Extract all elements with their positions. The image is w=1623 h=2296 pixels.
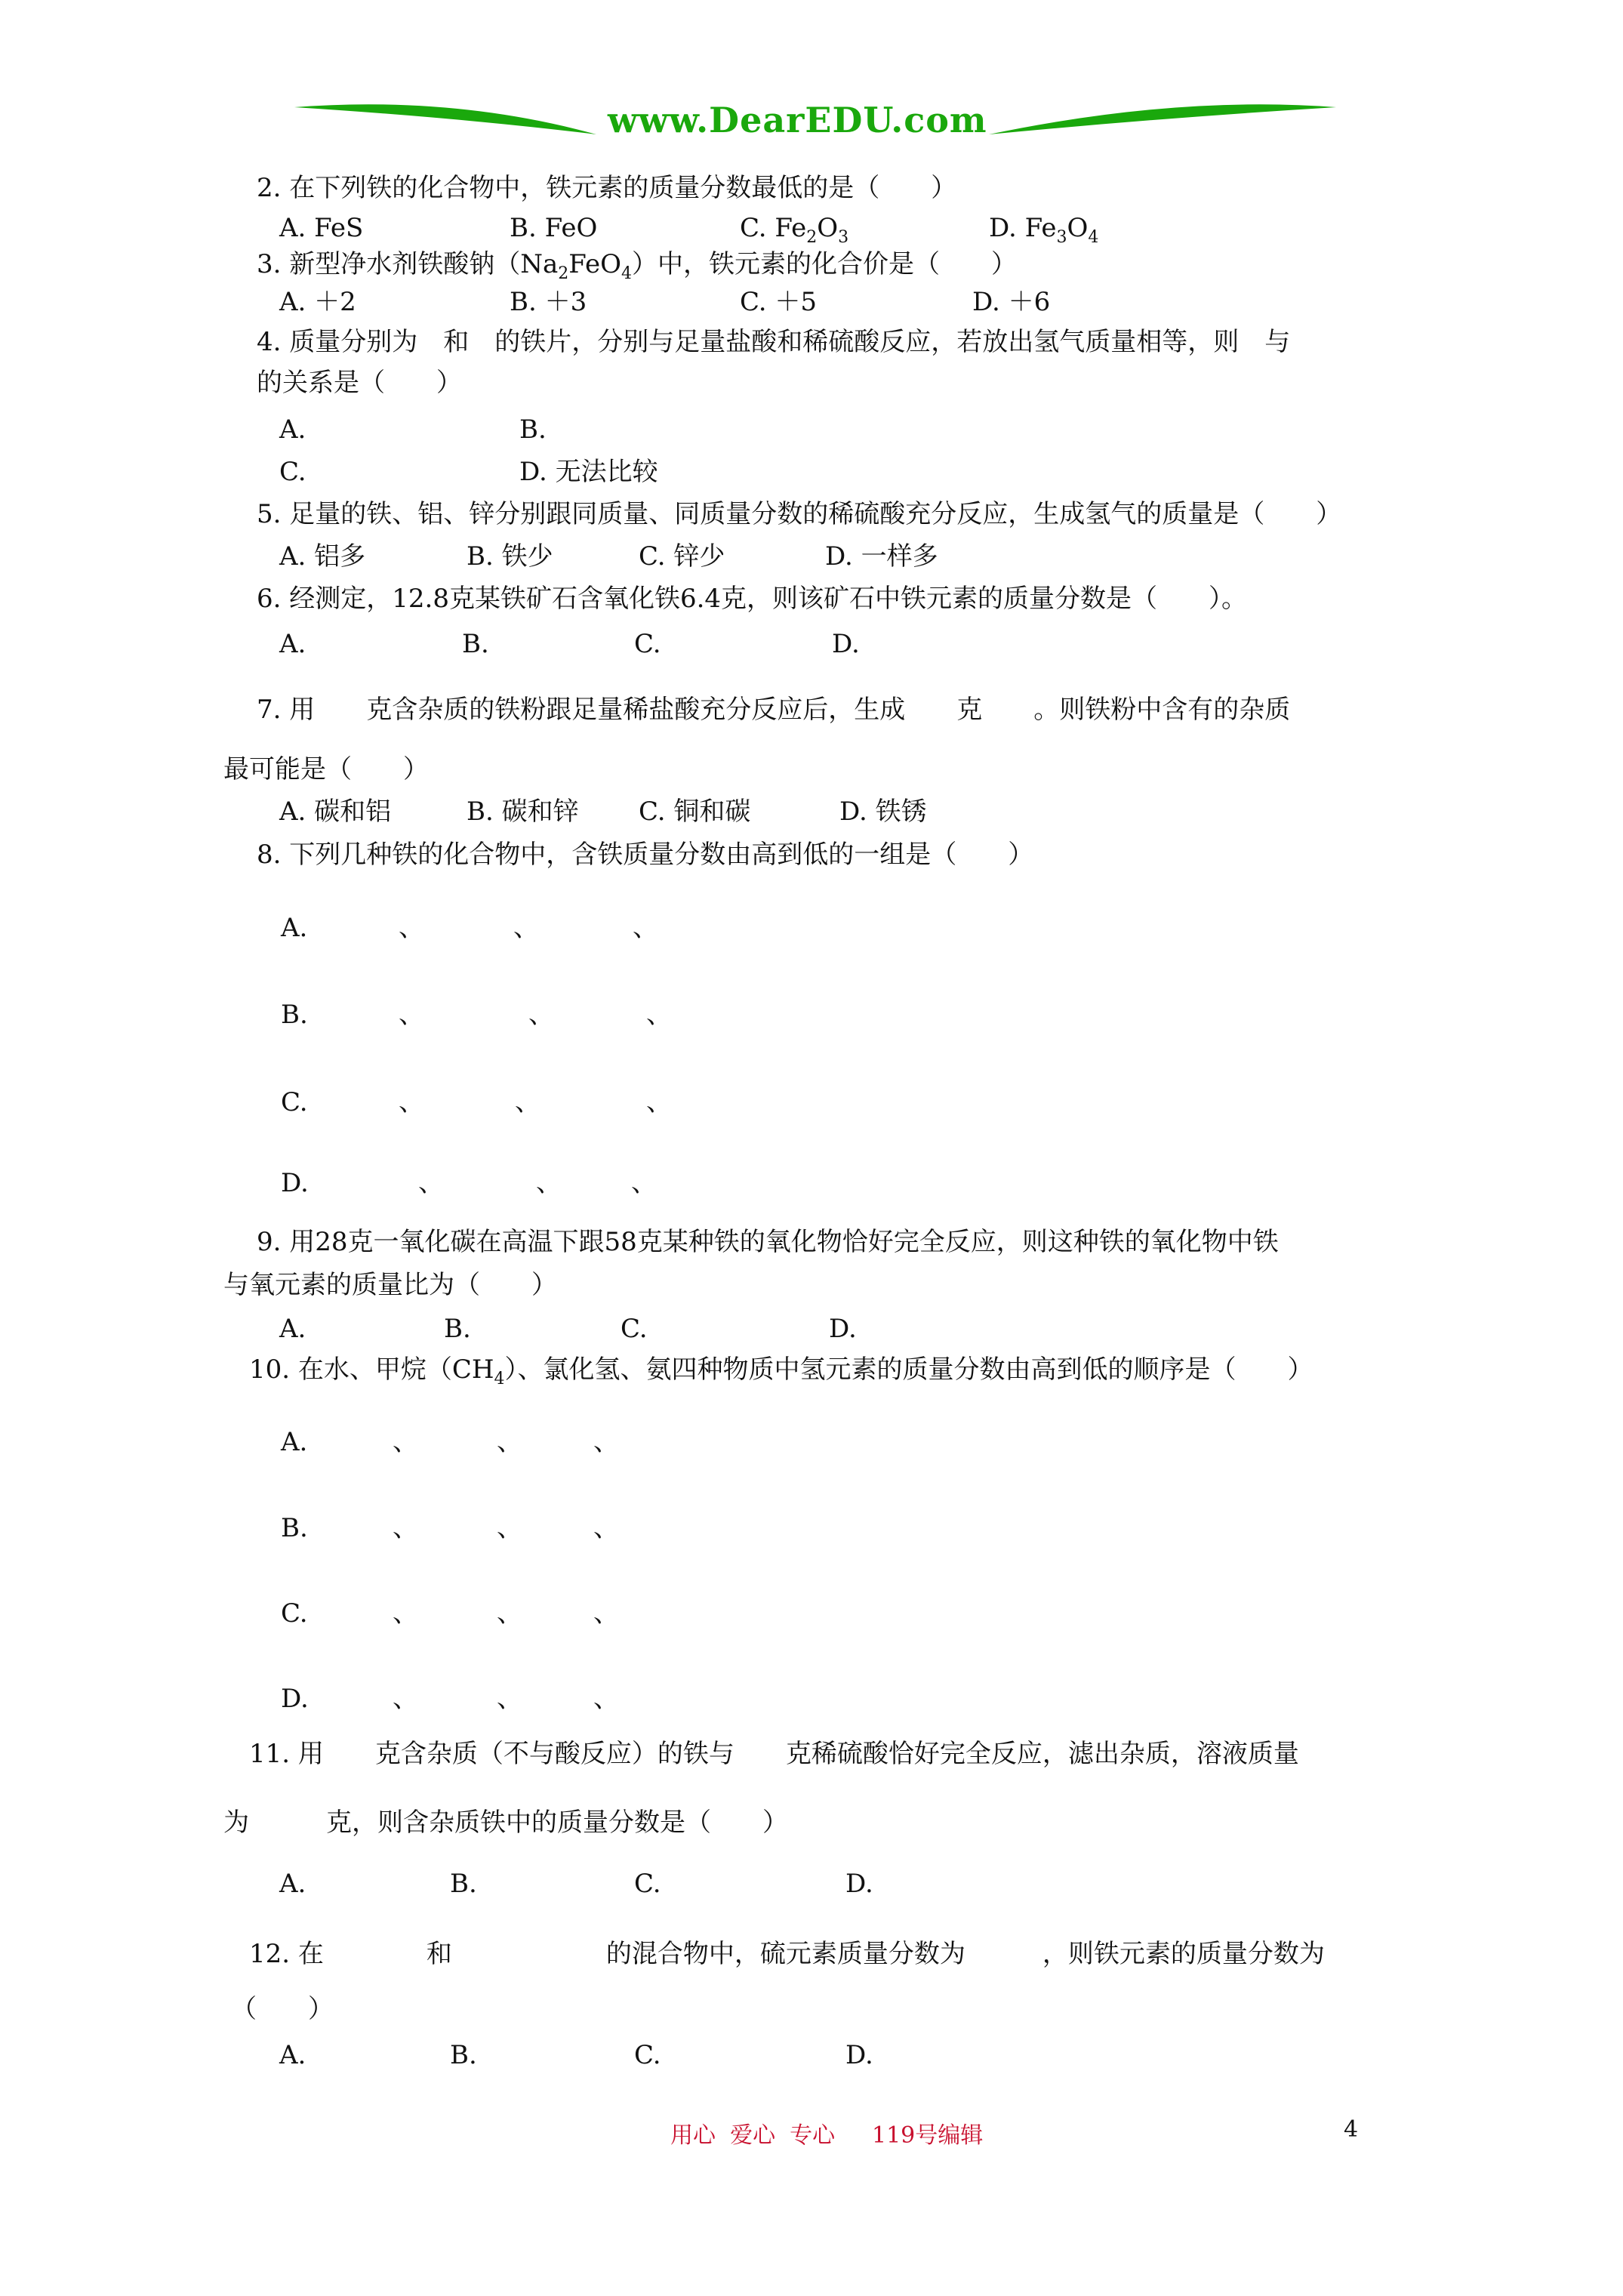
q4-option-c: C. — [279, 457, 306, 487]
q6-option-c: C. — [634, 629, 661, 659]
q8-sep: 、 — [418, 1168, 444, 1198]
q8-sep: 、 — [399, 1000, 424, 1030]
q8-sep: 、 — [528, 1000, 554, 1030]
q4-stem-line1: 4. 质量分别为 和 的铁片，分别与足量盐酸和稀硫酸反应，若放出氢气质量相等，则 与 — [257, 327, 1291, 357]
q10-sep: 、 — [497, 1513, 522, 1543]
q6-option-b: B. — [462, 629, 489, 659]
q7-option-b: B. 碳和锌 — [467, 797, 579, 827]
q8-sep: 、 — [631, 1168, 657, 1198]
q2-stem: 2. 在下列铁的化合物中，铁元素的质量分数最低的是（ ） — [257, 173, 957, 203]
q10-option-c: C. — [281, 1598, 308, 1629]
footer-motto: 用心 爱心 专心 — [670, 2122, 836, 2149]
q3-option-b: B. ＋3 — [510, 287, 587, 317]
q5-option-c: C. 锌少 — [639, 541, 725, 572]
q8-sep: 、 — [399, 913, 424, 943]
q11-stem-line2: 为 克，则含杂质铁中的质量分数是（ ） — [223, 1808, 788, 1838]
q11-option-b: B. — [450, 1869, 477, 1899]
q12-stem-line1: 12. 在 和 的混合物中，硫元素质量分数为 ，则铁元素的质量分数为 — [249, 1939, 1325, 1969]
q8-sep: 、 — [646, 1000, 672, 1030]
q10-sep: 、 — [593, 1684, 619, 1714]
q8-sep: 、 — [399, 1087, 424, 1117]
q10-sep: 、 — [497, 1598, 522, 1629]
q7-stem-line2: 最可能是（ ） — [223, 754, 429, 784]
q6-option-d: D. — [832, 629, 860, 659]
q12-option-c: C. — [634, 2040, 661, 2070]
q10-sep: 、 — [393, 1427, 418, 1457]
q2-option-b: B. FeO — [510, 213, 598, 243]
q2-option-c: C. $Fe_2O_3$ — [740, 213, 849, 247]
q4-option-b: B. — [519, 415, 547, 445]
q3-option-c: C. ＋5 — [740, 287, 818, 317]
q5-option-d: D. 一样多 — [825, 541, 938, 572]
q8-sep: 、 — [513, 913, 539, 943]
q9-option-c: C. — [621, 1314, 648, 1344]
q12-option-d: D. — [845, 2040, 873, 2070]
q12-option-a: A. — [279, 2040, 306, 2070]
q6-option-a: A. — [279, 629, 306, 659]
q10-sep: 、 — [393, 1598, 418, 1629]
q8-option-b: B. — [281, 1000, 308, 1030]
q11-option-d: D. — [845, 1869, 873, 1899]
q10-sep: 、 — [393, 1513, 418, 1543]
q9-stem-line1: 9. 用28克一氧化碳在高温下跟58克某种铁的氧化物恰好完全反应，则这种铁的氧化物中铁 — [257, 1227, 1279, 1257]
q5-option-a: A. 铝多 — [279, 541, 366, 572]
q10-sep: 、 — [593, 1427, 619, 1457]
header-brand[interactable]: www.DearEDU.com — [608, 100, 987, 140]
q8-sep: 、 — [633, 913, 658, 943]
q8-option-d: D. — [281, 1168, 309, 1198]
q7-option-d: D. 铁锈 — [839, 797, 927, 827]
q2-option-a: A. FeS — [279, 213, 364, 243]
q9-stem-line2: 与氧元素的质量比为（ ） — [223, 1270, 557, 1300]
q10-stem: 10. 在水、甲烷$(CH_4)$、氯化氢、氨四种物质中氢元素的质量分数由高到低的顺序是（ ） — [249, 1354, 1313, 1388]
footer-editor: 119号编辑 — [872, 2122, 984, 2149]
q11-stem-line1: 11. 用 克含杂质（不与酸反应）的铁与 克稀硫酸恰好完全反应，滤出杂质，溶液质量 — [249, 1739, 1299, 1769]
q3-option-a: A. ＋2 — [279, 287, 356, 317]
q7-option-a: A. 碳和铝 — [279, 797, 392, 827]
q9-option-b: B. — [444, 1314, 471, 1344]
q10-sep: 、 — [593, 1513, 619, 1543]
q3-option-d: D. ＋6 — [972, 287, 1051, 317]
q8-option-a: A. — [281, 913, 308, 943]
q4-option-d: D. 无法比较 — [519, 457, 658, 487]
q11-option-c: C. — [634, 1869, 661, 1899]
q5-option-b: B. 铁少 — [467, 541, 553, 572]
q10-option-d: D. — [281, 1684, 309, 1714]
q10-option-b: B. — [281, 1513, 308, 1543]
q7-option-c: C. 铜和碳 — [639, 797, 751, 827]
q2-option-d: D. $Fe_3O_4$ — [989, 213, 1099, 247]
q8-option-c: C. — [281, 1087, 308, 1117]
q10-option-a: A. — [281, 1427, 308, 1457]
page-number: 4 — [1344, 2116, 1359, 2143]
q6-stem: 6. 经测定，12.8克某铁矿石含氧化铁6.4克，则该矿石中铁元素的质量分数是（ ）。 — [257, 584, 1248, 614]
q10-sep: 、 — [393, 1684, 418, 1714]
q9-option-a: A. — [279, 1314, 306, 1344]
q3-stem: 3. 新型净水剂铁酸钠$(Na_2FeO_4)$中，铁元素的化合价是（ ） — [257, 249, 1018, 283]
q9-option-d: D. — [829, 1314, 857, 1344]
q8-sep: 、 — [646, 1087, 672, 1117]
q8-sep: 、 — [536, 1168, 562, 1198]
q4-stem-line2: 的关系是（ ） — [257, 368, 462, 398]
q5-stem: 5. 足量的铁、铝、锌分别跟同质量、同质量分数的稀硫酸充分反应，生成氢气的质量是（ ） — [257, 499, 1342, 529]
q7-stem-line1: 7. 用 克含杂质的铁粉跟足量稀盐酸充分反应后，生成 克 。则铁粉中含有的杂质 — [257, 695, 1291, 725]
q12-option-b: B. — [450, 2040, 477, 2070]
q10-sep: 、 — [593, 1598, 619, 1629]
q11-option-a: A. — [279, 1869, 306, 1899]
q4-option-a: A. — [279, 415, 306, 445]
q8-stem: 8. 下列几种铁的化合物中，含铁质量分数由高到低的一组是（ ） — [257, 840, 1034, 870]
q8-sep: 、 — [515, 1087, 540, 1117]
q10-sep: 、 — [497, 1684, 522, 1714]
q12-stem-line2: （ ） — [231, 1994, 334, 2024]
q10-sep: 、 — [497, 1427, 522, 1457]
